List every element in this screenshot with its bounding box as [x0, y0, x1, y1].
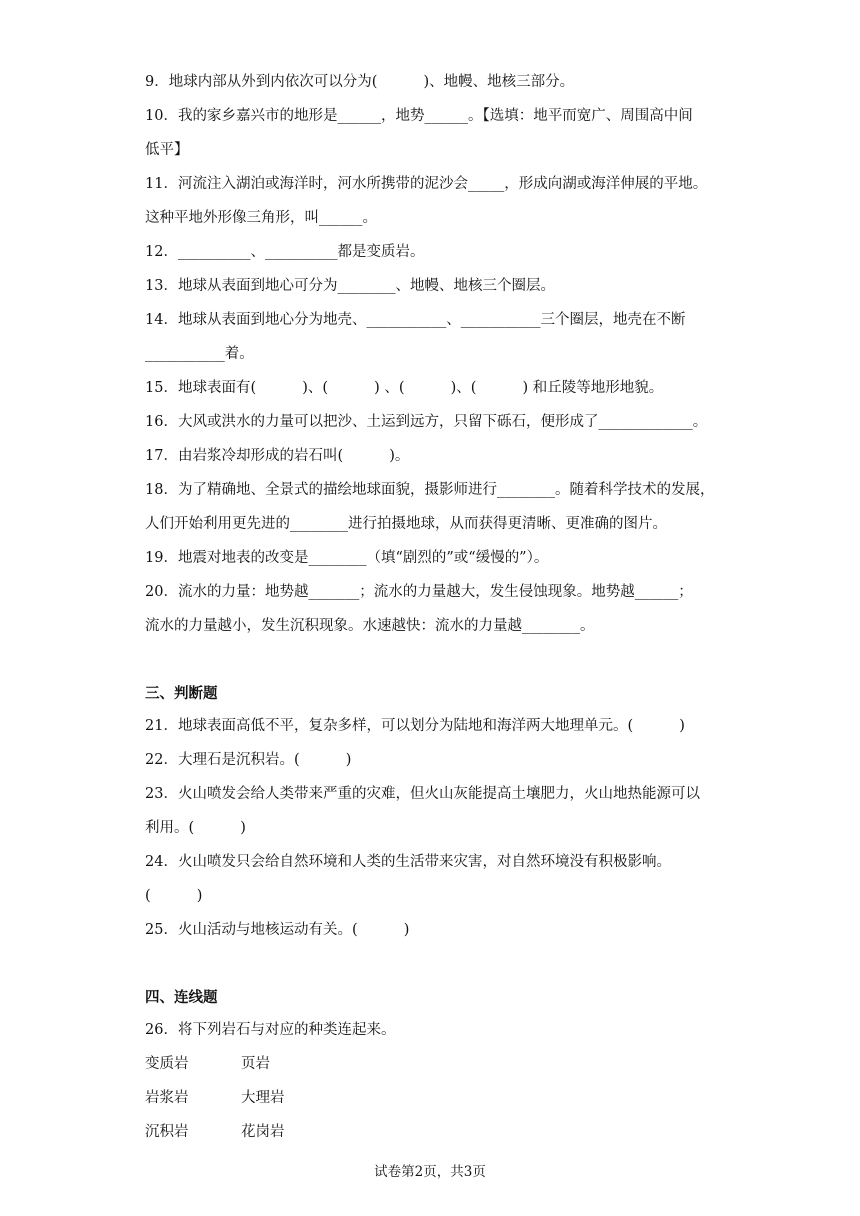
question-25: 25．火山活动与地核运动有关。( )	[145, 922, 410, 938]
question-15: 15．地球表面有( )、( ) 、( )、( ) 和丘陵等地形地貌。	[145, 380, 664, 396]
question-24-cont: ( )	[145, 888, 203, 904]
question-24: 24．火山喷发只会给自然环境和人类的生活带来灾害，对自然环境没有积极影响。	[145, 854, 671, 870]
question-11-cont: 这种平地外形像三角形，叫______。	[145, 210, 377, 226]
question-20-cont: 流水的力量越小，发生沉积现象。水速越快：流水的力量越________。	[145, 618, 595, 634]
question-21: 21．地球表面高低不平，复杂多样，可以划分为陆地和海洋两大地理单元。( )	[145, 718, 685, 734]
question-23: 23．火山喷发会给人类带来严重的灾难，但火山灰能提高土壤肥力，火山地热能源可以	[145, 786, 700, 802]
question-10-cont: 低平】	[145, 142, 189, 158]
question-26: 26．将下列岩石与对应的种类连起来。	[145, 1022, 396, 1038]
page-footer: 试卷第2页，共3页	[374, 1164, 486, 1180]
question-20: 20．流水的力量：地势越_______；流水的力量越大，发生侵蚀现象。地势越______；	[145, 584, 693, 600]
question-9: 9．地球内部从外到内依次可以分为( )、地幔、地核三部分。	[145, 74, 575, 90]
question-12: 12．__________、__________都是变质岩。	[145, 244, 425, 260]
question-14-cont: ___________着。	[145, 346, 254, 362]
question-16: 16．大风或洪水的力量可以把沙、土运到远方，只留下砾石，便形成了_____________。	[145, 414, 708, 430]
section-title-judgement: 三、判断题	[145, 685, 218, 702]
question-18: 18．为了精确地、全景式的描绘地球面貌，摄影师进行________。随着科学技术的发展，	[145, 482, 715, 498]
rock-item: 页岩	[241, 1056, 270, 1072]
category-item: 沉积岩	[145, 1124, 189, 1140]
question-14: 14．地球从表面到地心分为地壳、___________、___________三个圈层，地壳在不断	[145, 312, 686, 328]
question-10: 10．我的家乡嘉兴市的地形是______，地势______。【选填：地平而宽广、周围高中间	[145, 108, 693, 124]
question-17: 17．由岩浆冷却形成的岩石叫( )。	[145, 448, 410, 464]
section-title-matching: 四、连线题	[145, 989, 218, 1006]
question-22: 22．大理石是沉积岩。( )	[145, 752, 352, 768]
rock-item: 花岗岩	[241, 1124, 285, 1140]
category-item: 岩浆岩	[145, 1090, 189, 1106]
question-19: 19．地震对地表的改变是________（填“剧烈的”或“缓慢的”）。	[145, 550, 549, 566]
category-item: 变质岩	[145, 1056, 189, 1072]
question-11: 11．河流注入湖泊或海洋时，河水所携带的泥沙会_____，形成向湖或海洋伸展的平地。	[145, 176, 708, 192]
question-13: 13．地球从表面到地心可分为________、地幔、地核三个圈层。	[145, 278, 555, 294]
question-23-cont: 利用。( )	[145, 820, 246, 836]
rock-item: 大理岩	[241, 1090, 285, 1106]
question-18-cont: 人们开始利用更先进的________进行拍摄地球，从而获得更清晰、更准确的图片。	[145, 516, 667, 532]
